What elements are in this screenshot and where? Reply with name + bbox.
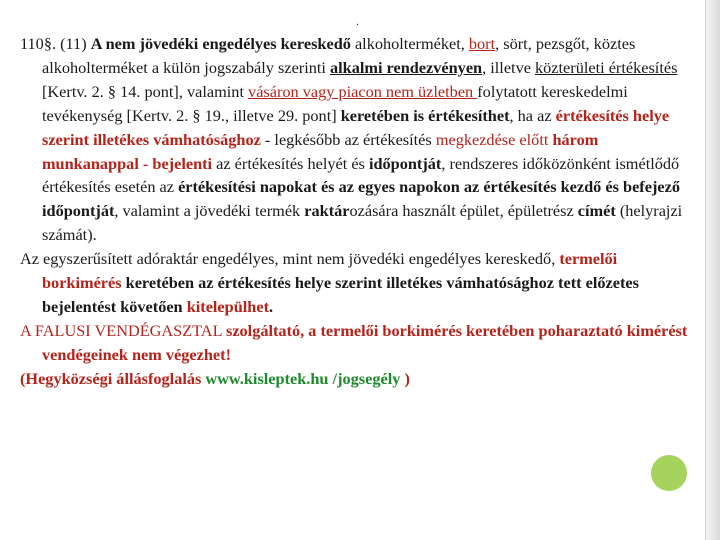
text-run: 110§. (11) [20,34,91,53]
text-run: , ha az [509,105,556,125]
text-run: vásáron vagy piacon nem üzletben [248,81,478,101]
text-run: A FALUSI VENDÉGASZTAL [20,320,226,340]
text-run: folytatott kereskedelmi tevékenység [Kertv. 2. § 19., illetve 29. pont] [42,81,628,125]
text-run: szolgáltató, a termelői borkimérés keretében poharaztató kimérést vendégeinek nem végezhet! [42,320,688,364]
text-run: [Kertv. 2. § 14. pont], valamint [42,81,249,101]
text-run: az értékesítés helyét és [212,153,369,173]
text-run: értékesítés helye szerint illetékes vámhatósághoz [42,105,670,149]
paragraph-village-guest-table [20,319,690,367]
text-run: , sört, pezsgőt, köztes alkoholterméket a külön jogszabály szerinti [42,34,636,77]
text-run: alkoholterméket, [350,34,469,53]
text-run: A nem jövedéki engedélyes kereskedő [90,34,351,53]
text-run: közterületi értékesítés [535,57,678,77]
text-run: címét [577,201,616,221]
text-run: értékesítési napokat és az egyes napokon az értékesítés kezdő és befejező időpontját [42,177,680,221]
paragraph-source-reference [20,367,690,391]
text-run: Az egyszerűsített adóraktár engedélyes, mint nem jövedéki engedélyes kereskedő, [20,249,560,269]
text-run: , valamint a jövedéki termék [114,201,305,221]
text-run: keretében is értékesíthet [340,105,510,125]
text-run: (Hegyközségi állásfoglalás [20,368,206,388]
text-run: bort [468,34,496,53]
text-run: (helyrajzi számát). [42,201,683,245]
text-run: ) [400,368,410,388]
text-run: keretében az értékesítés helye szerint illetékes vámhatósághoz tett előzetes bejelentést követően [42,273,639,316]
slide-content [20,32,690,391]
top-mark: . [356,14,359,28]
decorative-green-circle [651,455,687,491]
text-run: három munkanappal - bejelenti [42,129,599,173]
text-run: , rendszeres időközönként ismétlődő értékesítés esetén az [42,153,680,197]
text-run: időpontját [368,153,442,173]
text-run: ozására használt épület, épületrész [349,201,578,221]
text-run[interactable]: /jogsegély [328,368,401,388]
paragraph-simplified-warehouse [20,247,690,319]
paragraph-legal-rule [20,32,690,247]
text-run[interactable]: www.kisleptek.hu [205,368,329,388]
text-run: raktár [304,201,350,221]
text-run: , illetve [482,57,536,77]
text-run: megkezdése előtt [435,129,549,149]
text-run: . [269,296,274,316]
text-run: - legkésőbb az értékesítés [260,129,436,149]
text-run: termelői borkimérés [42,249,618,293]
text-run: kitelepülhet [186,296,270,316]
slide-frame-edge [706,0,720,540]
text-run: alkalmi rendezvényen [330,57,483,77]
